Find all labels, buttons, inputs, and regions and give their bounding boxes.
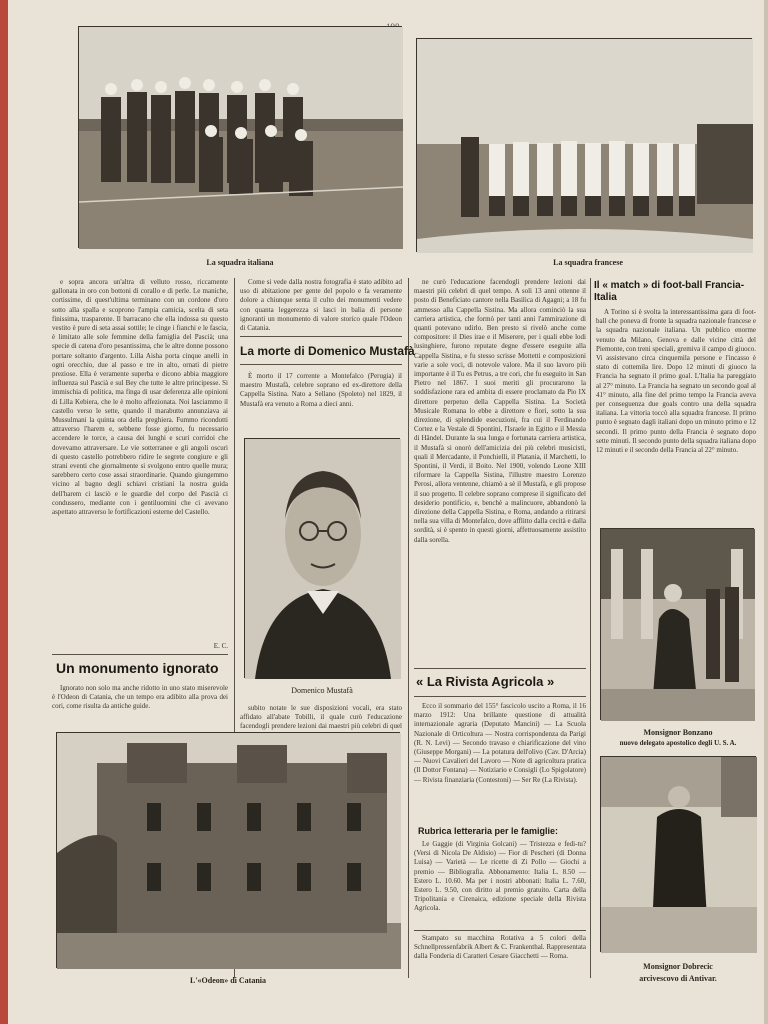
dobrecic-caption-line1: Monsignor Dobrecic bbox=[643, 962, 713, 971]
section-rule bbox=[52, 654, 228, 655]
printer-body: Stampato su macchina Rotativa a 5 colori della Schnellpressenfabrik Albert & C. Frankenthal. Rappresentata dalla Fonderia di Caratteri Cesare Giacchetti — Roma. bbox=[414, 934, 586, 961]
rivista-headline: « La Rivista Agricola » bbox=[416, 674, 555, 689]
match-body: A Torino si è svolta la interessantissima gara di foot-ball che poneva di fronte la squadra nazionale francese e la squadra nazionale italiana. Un pubblico enorme venuto da Milano, Genova e dalle vicine città del Piemonte, con treni speciali, gremiva il campo di giuoco. Vi assistevano circa cinquemila persone e l'incasso è stato di cottemila lire. Dopo 12 minuti di giuoco la Francia ha segnato il primo goal. L'Italia ha pareggiato al 27° minuto. La Francia ha segnato un secondo goal al 41° minuto, alla fine del primo tempo la Francia aveva per conseguenza due goals contro una della squadra italiana. La vittoria toccò alla squadra francese. Il primo punto è segnato dagli italiani dopo un minuto primo e 12 secondi. Il primo punto della Francia è segnato dopo sette minuti. Il secondo punto della squadra italiana dopo 12 minuti e il secondo della Francia al 22° minuto. bbox=[596, 308, 756, 455]
rivista-text bbox=[414, 702, 586, 820]
rubrica-headline: Rubrica letteraria per le famiglie: bbox=[418, 826, 559, 836]
italian-team-photo bbox=[78, 26, 402, 248]
dobrecic-caption-line2: arcivescovo di Antivar. bbox=[639, 974, 717, 983]
monument-headline: Un monumento ignorato bbox=[56, 660, 219, 676]
odeon-caption: L'«Odeon» di Catania bbox=[189, 976, 266, 985]
french-team-caption: La squadra francese bbox=[553, 258, 623, 267]
section-rule bbox=[414, 668, 586, 669]
bonzano-caption-line1: Monsignor Bonzano bbox=[643, 728, 713, 737]
section-rule bbox=[240, 336, 402, 337]
rubrica-text bbox=[414, 840, 586, 928]
mustafa-bottom-text bbox=[240, 704, 402, 730]
rubrica-body: Le Gaggie (di Virginia Golcani) — Tristezza e fedi-tu? (Versi di Nicola De Aldisio) — Fior di Pescheri (di Donna Luisa) — Varietà — Le ricette di Zi Pollo — Giochi a premio — Bibliografia. Abbonamento: Italia L. 8.50 — Estero L. 10.60. Ma per i nostri abbonati: Italia L. 7.60, Estero L. 9.50, con diritto al premio gratuito. Carta della Tripolitania e Cirenaica, edizione speciale della Rivista Agricola. bbox=[414, 840, 586, 913]
column-rule bbox=[590, 278, 591, 978]
magazine-page bbox=[8, 0, 764, 1024]
bonzano-caption-line2: nuovo delegato apostolico degli U. S. A. bbox=[619, 739, 737, 747]
mustafa-intro-text bbox=[240, 372, 402, 432]
mustafa-body: ne curò l'educazione facendogli prendere lezioni dai maestri più celebri di quel tempo. A soli 13 anni ottenne il posto di Beneficiato cantore nella Basilica di Agagni; a 18 fu ammesso alla Cappella Sistina. Ma allora cominciò la sua carriera artistica, che formò per tanti anni l'ammirazione di quanti potevano udirlo. Ben presto si rivelò anche come compositore: il Dies irae e il Miserere, per i quali ebbe lodi lusinghiere, furono reputate degne d'essere eseguite alla Cappella Sistina, e fu stesso scrisse Mottetti e composizioni varie a sole voci, di notevole valore. Ma il suo lavoro più importante è il Tu es Petrus, a tre cori, che fu eseguito in San Pietro nel 1867. I suoi meriti gli procurarono la soddisfazione rara ed ambita di essere proclamato da Pio IX direttore perpetuo della Cappella Sistina. La Società Musicale Romana lo ebbe a direttore e fiori, sotto la sua direzione, di splendide esecuzioni, fra cui il Ferdinando Cortez e la Vestale di Spontini, l'Israele in Egitto e il Messia di Händel. Durante la sua lunga e fortunata carriera artistica, il Mustafà si onorò dell'amicizia dei più celebri musicisti, quali il Mercadante, il Ponchielli, il Platania, il Marchetti, lo Spontini, il Verdi, il Boito. Nel 1900, volendo Leone XIII riformare la Cappella Sistina, l'illustre maestro Lorenzo Perosi, allora ventenne, chiamò a sè il Mustafà, e gli propose il suo progetto. Il celebre soprano comprese il significato del desiderio pontificio, e, benchè a malincuore, abbandonò la direzione della Cappella Sistina, e Roma, andando a ritirarsi nella sua villa di Montefalco, dove afflitto dalla cecità e dalla sordità, si è spento in questi giorni, affettuosamente assistito dalla sorella. bbox=[414, 278, 586, 544]
dobrecic-photo bbox=[600, 756, 756, 952]
section-rule bbox=[414, 930, 586, 931]
mustafa-headline: La morte di Domenico Mustafà bbox=[240, 344, 415, 358]
odeon-photo bbox=[56, 732, 400, 968]
article-body: e sopra ancora un'altra di velluto rosso, riccamente gallonata in oro con bottoni di corallo e di perle. Le maniche, cortissime, di quest'ultima terminano con un cordone d'oro sotto alla spalla e scoprono l'ampia camicia, scelta di seta finissima, trasparente. Il barracano che ella indossa su questo vestito è pure di seta assai sottile; le cinge i fianchi e le fascia, è limitato alle sole femmine della famiglia del Pascià; una specie di catena d'oro pesantissima, che le altre donne possono portare soltanto d'argento. Lilla Aisha porta cinque anelli in ogni orecchio, due al passo e tre in alto, ornati di pietre preziose. Ella è veramente superba e dicono abbia maggiore influenza sul Pascià e sul Bey che tutte le altre principesse. Si immischia di politica, ma finga di usar deferenza alle opinioni di Lilla Kebiera, che le è molto affezionata. Noi lasciammo il castello verso le sette, quando il marabutto annunziava ai Mussulmani la quinta ora della preghiera. Fummo ricondotti attraverso l'harem e, sebbene fosse giorno, fu necessario accendere le torce, a causa dei lunghi e scuri corridoi che dovevamo attraversare. Le vie sotterranee e gli angoli oscuri di questo castello potrebbero ridire le segrete congiure e gli strani eventi che giornalmente si svolgono entro quelle mura; sarebbero certo cose assai straordinarie. Quando giungemmo vicino al bagno degli schiavi cristiani la nostra guida dell'harem ci lasciò e le guardie del corpo del Pascià ci condussero, mediante con i gentiluomini che ci avevano aspettato attraverso le fortificazioni esterne del Castello. bbox=[52, 278, 228, 517]
rivista-body: Ecco il sommario del 155° fascicolo uscito a Roma, il 16 marzo 1912: Una brillante questione di attualità internazionale agraria (Deputato Mancini) — La Scuola Nazionale di Orticoltura — Nostra corrispondenza da Parigi (R. N. Levi) — Secondo travaso e chiarificazione del vino (Giuseppe Morgani) — La potatura dell'olivo (Cav. D'Arcia) — Nuovi Cavalieri del Lavoro — Note di agricoltura pratica (Il Dottor Fontana) — Notiziario e Consigli (Lo Spigolatore) — Rivista finanziaria (Contestoni) — Ser Re (La Rivista). bbox=[414, 702, 586, 784]
monument-text bbox=[52, 684, 228, 724]
column-rule bbox=[408, 278, 409, 978]
match-text bbox=[596, 308, 756, 518]
italian-team-caption: La squadra italiana bbox=[206, 258, 274, 267]
mustafa-bottom: subito notate le sue disposizioni vocali, era stato affidato all'abate Tobilli, il quale curò l'educazione facendogli prendere lezioni dai maestri più celebri di quel bbox=[240, 704, 402, 731]
monument-body: Ignorato non solo ma anche ridotto in uno stato miserevole è l'Odeon di Catania, che un tempo era adibito alla prova dei cori, come risulta da antiche guide. bbox=[52, 684, 228, 711]
odeon-continuation-text bbox=[240, 278, 402, 333]
mustafa-continued-text bbox=[414, 278, 586, 668]
odeon-body: Come si vede dalla nostra fotografia è stato adibito ad uso di abitazione per gente del popolo e fa veramente dolore a chiunque senta il culto dei monumenti vedere con quanta leggerezza si lasci in balia di persone ignoranti un monumento di valore storico quale l'Odeon di Catania. bbox=[240, 278, 402, 333]
mustafa-intro: È morto il 17 corrente a Montefalco (Perugia) il maestro Mustafà, celebre soprano ed ex-direttore della Cappella Sistina. Nato a Sellano (Spoleto) nel 1829, il Mustafà era venuto a Roma a dieci anni. bbox=[240, 372, 402, 408]
harem-article-signature: E. C. bbox=[213, 642, 228, 650]
section-rule bbox=[240, 364, 402, 365]
mustafa-caption: Domenico Mustafà bbox=[291, 686, 353, 695]
french-team-photo bbox=[416, 38, 752, 252]
harem-article-text bbox=[52, 278, 228, 638]
page-edge-strip bbox=[0, 0, 8, 1024]
match-headline: Il « match » di foot-ball Francia-Italia bbox=[594, 280, 745, 303]
printer-note bbox=[414, 934, 586, 978]
mustafa-portrait bbox=[244, 438, 400, 678]
section-rule bbox=[414, 696, 586, 697]
bonzano-photo bbox=[600, 528, 754, 720]
